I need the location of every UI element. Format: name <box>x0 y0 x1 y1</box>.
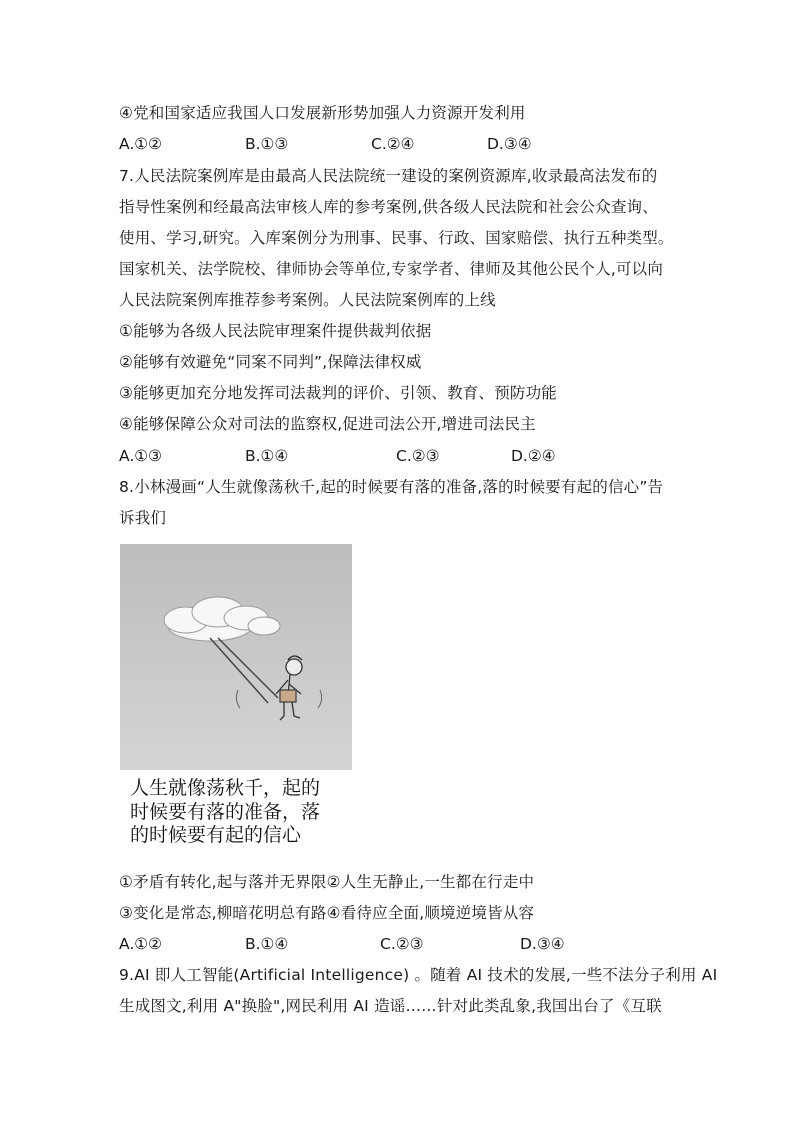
q8-option-c: C.②③ <box>380 935 424 953</box>
q7-option-b: B.①④ <box>245 447 289 465</box>
q8-option-a: A.①② <box>119 935 163 953</box>
q7-stem-line-5: 人民法院案例库推荐参考案例。人民法院案例库的上线 <box>119 291 496 309</box>
q8-item-row-1: ①矛盾有转化,起与落并无界限②人生无静止,一生都在行走中 <box>119 873 535 891</box>
cartoon-caption-line-2: 时候要有落的准备，落 <box>130 801 321 823</box>
q6-option-d: D.③④ <box>487 135 532 153</box>
q7-item-2: ②能够有效避免“同案不同判”,保障法律权威 <box>119 353 422 371</box>
q7-option-c: C.②③ <box>396 447 440 465</box>
q7-item-3: ③能够更加充分地发挥司法裁判的评价、引领、教育、预防功能 <box>119 384 557 402</box>
q7-option-a: A.①③ <box>119 447 163 465</box>
q7-stem-line-2: 指导性案例和经最高法审核人库的参考案例,供各级人民法院和社会公众查询、 <box>119 198 658 216</box>
q6-option-c: C.②④ <box>371 135 415 153</box>
cartoon-caption-line-1: 人生就像荡秋千，起的 <box>130 777 321 799</box>
q6-item-4: ④党和国家适应我国人口发展新形势加强人力资源开发利用 <box>119 104 526 122</box>
q8-option-d: D.③④ <box>520 935 565 953</box>
q6-option-a: A.①② <box>119 135 163 153</box>
q9-stem-line-1: 9.AI 即人工智能(Artificial Intelligence) 。随着 AI 技术的发展,一些不法分子利用 AI <box>119 966 718 984</box>
q7-item-1: ①能够为各级人民法院审理案件提供裁判依据 <box>119 322 432 340</box>
q8-item-row-2: ③变化是常态,柳暗花明总有路④看待应全面,顺境逆境皆从容 <box>119 904 535 922</box>
q6-option-b: B.①③ <box>245 135 289 153</box>
q8-stem-line-1: 8.小林漫画“人生就像荡秋千,起的时候要有落的准备,落的时候要有起的信心”告 <box>119 478 664 496</box>
q7-item-4: ④能够保障公众对司法的监察权,促进司法公开,增进司法民主 <box>119 415 536 433</box>
q9-stem-line-2: 生成图文,利用 A"换脸",网民利用 AI 造谣……针对此类乱象,我国出台了《互联 <box>119 997 662 1015</box>
cartoon-caption-line-3: 的时候要有起的信心 <box>130 824 302 846</box>
q7-option-d: D.②④ <box>511 447 556 465</box>
q8-option-b: B.①④ <box>245 935 289 953</box>
q7-stem-line-3: 使用、学习,研究。入库案例分为刑事、民事、行政、国家赔偿、执行五种类型。 <box>119 229 674 247</box>
q7-stem-line-4: 国家机关、法学院校、律师协会等单位,专家学者、律师及其他公民个人,可以向 <box>119 260 664 278</box>
q8-stem-line-2: 诉我们 <box>119 509 167 527</box>
q7-stem-line-1: 7.人民法院案例库是由最高人民法院统一建设的案例资源库,收录最高法发布的 <box>119 167 658 185</box>
